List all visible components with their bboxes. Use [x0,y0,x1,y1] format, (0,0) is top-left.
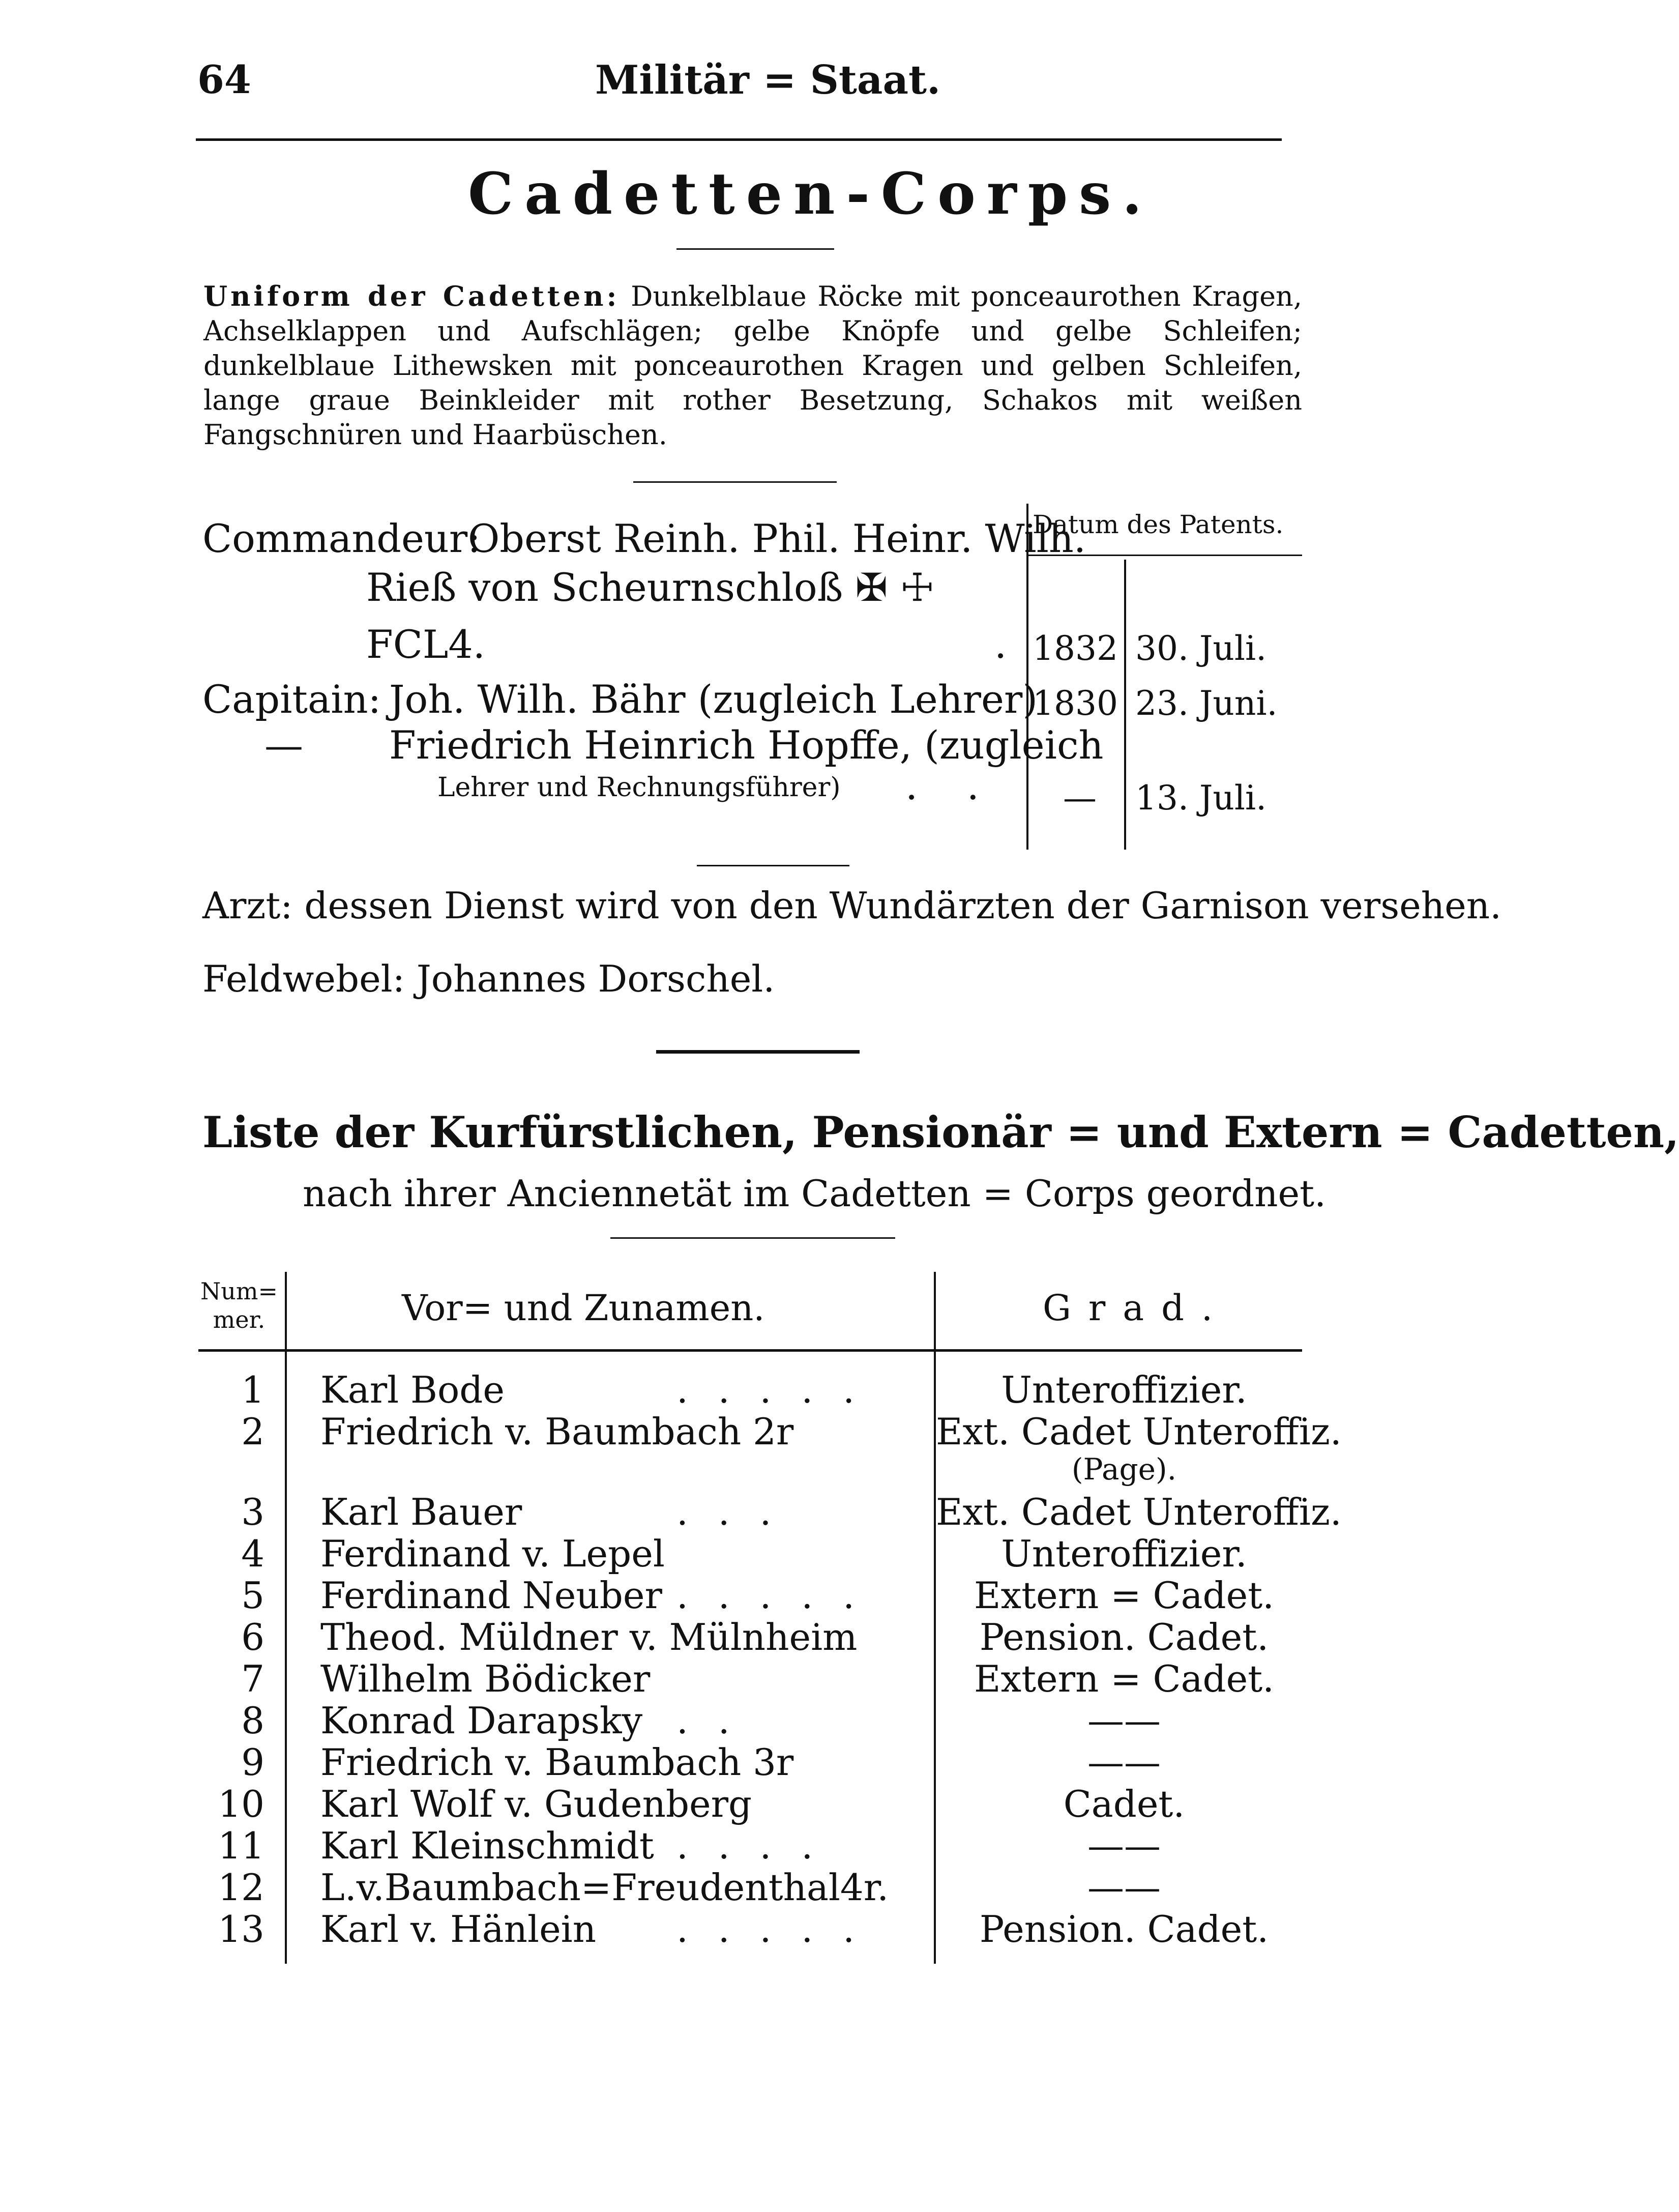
leader-dots: . . . . . [676,1574,864,1617]
capitain2-year: — [1063,778,1097,818]
cadet-grade: Extern = Cadet. [974,1574,1275,1617]
capitain-year: 1830 [1033,684,1118,723]
leader-dots: . . . . [676,1824,822,1867]
cadet-name: Konrad Darapsky [320,1699,643,1742]
list-title-line2: nach ihrer Anciennetät im Cadetten = Corps geordnet. [303,1172,1326,1215]
cadet-name: Ferdinand Neuber [320,1574,662,1617]
row-number: 3 [241,1491,264,1533]
row-number: 6 [241,1616,264,1658]
list-title-line1: Liste der Kurfürstlichen, Pensionär = und Extern = Cadetten, [202,1107,1679,1157]
capitain-name: Joh. Wilh. Bähr (zugleich Lehrer) [389,677,1038,722]
row-number: 11 [218,1824,264,1867]
cadet-name: Ferdinand v. Lepel [320,1532,665,1575]
row-number: 4 [241,1532,264,1575]
commandeur-name-line1: Oberst Reinh. Phil. Heinr. Wilh. [468,516,1086,561]
cadet-name: Friedrich v. Baumbach 3r [320,1741,794,1784]
officers-divider-right [1124,560,1126,850]
row-number: 7 [241,1657,264,1700]
commandeur-name-line3: FCL4. [366,622,485,667]
leader-dots: . . [676,1699,739,1742]
table-header-rule [198,1349,1302,1352]
leader-dots: . . . [676,1491,781,1533]
row-number: 2 [241,1410,264,1453]
uniform-paragraph [203,279,1302,452]
cadet-grade: Ext. Cadet Unteroffiz. [936,1491,1342,1533]
commandeur-name-line2: Rieß von Scheurnschloß ✠ ☩ [366,565,935,610]
capitain2-date: 13. Juli. [1135,778,1267,818]
uniform-rule [633,481,837,483]
page-number: 64 [197,57,251,102]
cadet-grade: —— [1087,1741,1161,1784]
uniform-label: Uniform der Cadetten: [203,280,620,312]
header-rule [196,138,1282,141]
col-name-header: Vor= und Zunamen. [402,1287,765,1329]
arzt-note: Arzt: dessen Dienst wird von den Wundärzten der Garnison versehen. [202,884,1501,927]
cadet-grade: —— [1087,1866,1161,1909]
feldwebel-note: Feldwebel: Johannes Dorschel. [202,957,775,1000]
role-commandeur: Commandeur: [202,516,481,561]
capitain2-name-line2: Lehrer und Rechnungsführer) [437,772,841,803]
role-dash: — [264,722,303,768]
capitain2-name-line1: Friedrich Heinrich Hopffe, (zugleich [389,722,1104,768]
col-num-header-line2: mer. [213,1306,266,1333]
col-num-header-line1: Num= [200,1277,278,1305]
row-number: 5 [241,1574,264,1617]
notes-rule [656,1050,860,1054]
list-title-rule [610,1237,895,1239]
uniform-text: Dunkelblaue Röcke mit ponceaurothen Kragen, Achselklappen und Aufschlägen; gelbe Knöpfe und gelbe Schleifen; dunkelblaue Lithewsken mit ponceaurothen Kragen und gelben Schleifen, lange graue Beinkleider mit rother Besetzung, Schakos mit weißen Fangschnüren und Haarbüschen. [203,280,1302,451]
cadet-name: Karl Bauer [320,1491,522,1533]
capitain-date: 23. Juni. [1135,684,1278,723]
cadet-grade: —— [1087,1699,1161,1742]
row-number: 9 [241,1741,264,1784]
row-number: 10 [218,1783,264,1825]
cadet-grade: Pension. Cadet. [979,1908,1269,1951]
cadet-name: Karl Kleinschmidt [320,1824,654,1867]
cadet-grade: —— [1087,1824,1161,1867]
cadet-name: Friedrich v. Baumbach 2r [320,1410,794,1453]
cadet-name: L.v.Baumbach=Freudenthal4r. [320,1866,889,1909]
commandeur-date: 30. Juli. [1135,629,1267,668]
cadet-name: Wilhelm Bödicker [320,1657,651,1700]
cadet-grade: Cadet. [1063,1783,1185,1825]
cadet-name: Theod. Müldner v. Mülnheim [320,1616,858,1658]
cadet-grade: Ext. Cadet Unteroffiz. [936,1410,1342,1453]
leader-dots: . . [905,763,979,808]
row-number: 12 [218,1866,264,1909]
cadet-name: Karl Wolf v. Gudenberg [320,1783,752,1825]
section-title: Cadetten-Corps. [468,161,1154,227]
officers-rule [697,865,849,866]
role-capitain: Capitain: [202,677,381,722]
cadet-grade: Unteroffizier. [1001,1369,1247,1411]
leader-dots: . . . . . [676,1908,864,1951]
leader-dots: . . . . . [676,1369,864,1411]
cadet-grade: Unteroffizier. [1001,1532,1247,1575]
cadet-name: Karl Bode [320,1369,505,1411]
row-number: 1 [241,1369,264,1411]
table-divider-num [285,1272,287,1964]
row-number: 8 [241,1699,264,1742]
cadet-name: Karl v. Hänlein [320,1908,597,1951]
cadet-grade: (Page). [1071,1452,1177,1487]
commandeur-year: 1832 [1033,629,1118,668]
col-grade-header: Grad. [1043,1287,1230,1329]
col-num-header [193,1277,285,1334]
patent-date-header: Datum des Patents. [1033,510,1284,539]
leader-dot: . [994,622,1007,667]
cadet-grade: Pension. Cadet. [979,1616,1269,1658]
row-number: 13 [218,1908,264,1951]
cadet-grade: Extern = Cadet. [974,1657,1275,1700]
section-title-rule [676,248,834,250]
running-title: Militär = Staat. [595,57,941,103]
